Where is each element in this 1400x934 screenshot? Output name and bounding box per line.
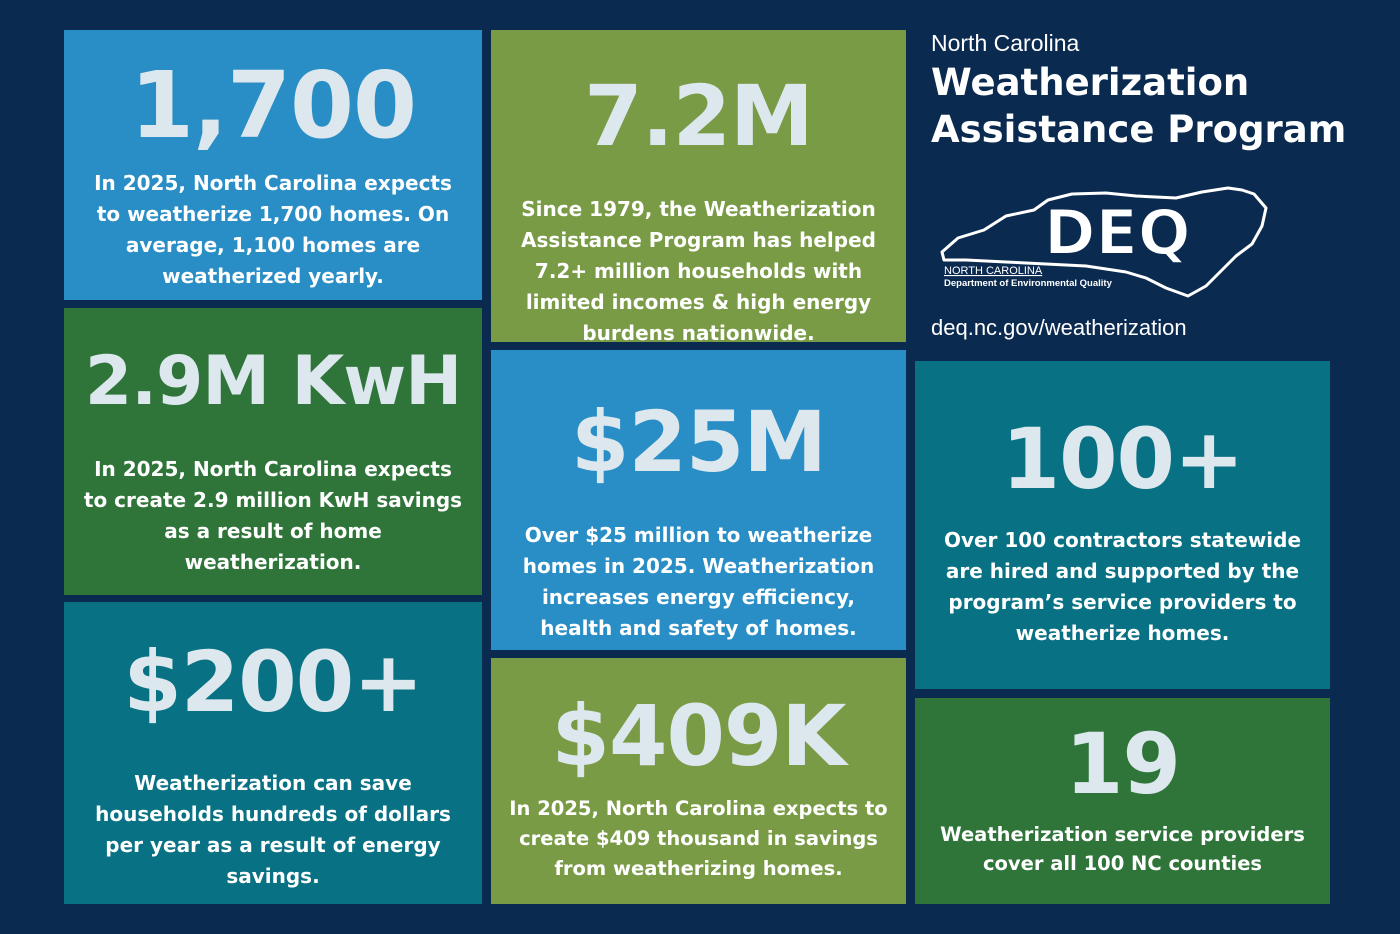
stat-value: $200+ — [123, 633, 423, 731]
stat-description: Weatherization can save households hundreds of dollars per year as a result of energy savings. — [95, 771, 451, 888]
tile-households-helped — [491, 30, 906, 345]
page-title-line1: Weatherization — [931, 61, 1250, 104]
desc-text-after: with limited incomes & high energy burdens nationwide. — [525, 259, 872, 345]
page-title-line2: Assistance Program — [931, 108, 1347, 151]
tile-homes-weatherized — [64, 30, 482, 300]
stat-value: 19 — [1065, 715, 1180, 813]
desc-highlight: 7.2+ million households — [534, 259, 806, 283]
stat-value: $25M — [571, 393, 826, 491]
tile-household-savings — [64, 602, 482, 904]
tile-kwh-savings — [64, 308, 482, 595]
desc-text-before: Over 100 — [943, 528, 1054, 552]
desc-text-before: Since 1979, the Weatherization Assistance Program has helped — [521, 197, 876, 252]
desc-text-after: statewide are hired and supported by the program’s service providers to weatherize homes. — [945, 528, 1302, 645]
stat-value: 1,700 — [129, 52, 416, 159]
stat-value: 2.9M KwH — [84, 342, 462, 421]
stat-value: 100+ — [1001, 410, 1244, 508]
desc-highlight: contractors — [1053, 528, 1183, 552]
stat-description: Over $25 million to weatherize homes in 2025. Weatherization increases energy efficiency, health and safety of homes. — [522, 523, 875, 640]
stat-value: 7.2M — [584, 67, 813, 165]
tile-thousand-savings — [491, 658, 906, 904]
logo-dept-label: Department of Environmental Quality — [944, 278, 1112, 289]
program-header — [931, 30, 1371, 153]
header-subtitle: North Carolina — [931, 30, 1080, 56]
logo-wordmark: DEQ — [1044, 196, 1191, 269]
stat-value: $409K — [551, 687, 846, 785]
stat-description: In 2025, North Carolina expects to create 2.9 million KwH savings as a result of home weatherization. — [83, 457, 463, 574]
stat-description — [499, 194, 899, 349]
tile-funding — [491, 350, 906, 650]
stat-description — [933, 525, 1313, 649]
program-url: deq.nc.gov/weatherization — [931, 315, 1187, 340]
tile-service-providers — [915, 698, 1330, 904]
stat-description: In 2025, North Carolina expects to weatherize 1,700 homes. On average, 1,100 homes are weatherized yearly. — [94, 171, 452, 288]
logo-org-label: NORTH CAROLINA — [944, 265, 1043, 277]
stat-description: Weatherization service providers cover all 100 NC counties — [940, 823, 1305, 875]
page-title — [931, 59, 1371, 153]
deq-logo — [936, 186, 1268, 298]
stat-description: In 2025, North Carolina expects to create $409 thousand in savings from weatherizing homes. — [509, 797, 888, 880]
tile-contractors — [915, 361, 1330, 689]
